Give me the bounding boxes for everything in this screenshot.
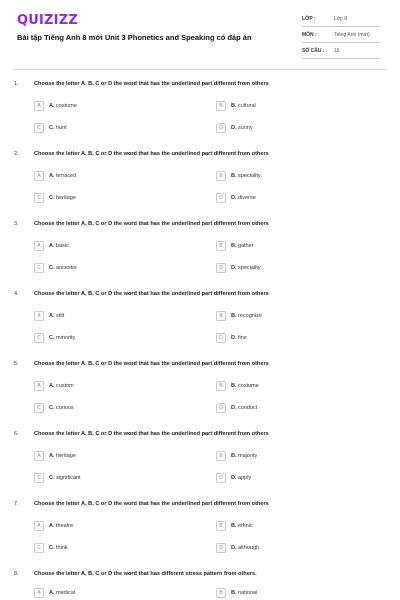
answer-option-c[interactable] [34,192,76,204]
option-word: majority [238,453,258,459]
option-text [231,335,247,341]
option-text [231,195,256,201]
answer-option-d[interactable] [216,332,247,344]
option-letter: B. [231,173,237,179]
option-badge[interactable]: D [216,263,226,273]
option-letter: D. [231,475,237,481]
page-title: Bài tập Tiếng Anh 8 mới Unit 3 Phonetics and Speaking có đáp án [17,33,252,42]
option-text [49,383,74,389]
option-badge[interactable]: B [216,241,226,251]
question-item [14,420,386,490]
answer-option-b[interactable] [216,450,257,462]
answer-option-a[interactable] [34,380,74,392]
option-letter: D. [231,265,237,271]
answer-option-b[interactable] [216,170,261,182]
answer-option-a[interactable] [34,450,76,462]
option-word: hunt [56,125,67,131]
answer-option-b[interactable] [216,520,253,532]
meta-key: MÔN : [302,32,317,38]
option-letter: A. [49,243,55,249]
option-word: recognize [238,313,262,319]
option-letter: A. [49,383,55,389]
answer-option-a[interactable] [34,520,73,532]
option-text [49,545,68,551]
option-badge[interactable]: A [34,311,44,321]
option-badge[interactable]: D [216,123,226,133]
option-text [49,523,73,529]
worksheet-header [14,0,386,70]
answer-option-b[interactable] [216,380,259,392]
answer-option-a[interactable] [34,100,77,112]
option-word: heritage [56,195,76,201]
option-word: significant [56,475,81,481]
option-letter: A. [49,173,55,179]
option-word: speciality [238,173,261,179]
option-word: cultural [238,103,256,109]
question-number: 3. [14,221,19,227]
meta-key: LỚP : [302,16,316,22]
question-number: 8. [14,571,19,577]
option-badge[interactable]: A [34,171,44,181]
question-text: Choose the letter A, B, C or D the word that has the underlined part different from others [34,81,269,87]
option-word: custom [56,383,74,389]
option-text [231,313,262,319]
option-text [231,475,251,481]
answer-option-b[interactable] [216,310,262,322]
option-word: medical [56,590,75,596]
answer-option-d[interactable] [216,472,251,484]
option-letter: C. [49,125,55,131]
answer-option-c[interactable] [34,472,81,484]
option-badge[interactable]: A [34,451,44,461]
option-badge[interactable]: B [216,101,226,111]
option-badge[interactable]: A [34,588,44,598]
meta-value: Tiếng Anh (mới) [334,32,370,38]
option-badge[interactable]: D [216,403,226,413]
meta-key: SỐ CÂU : [302,48,325,54]
meta-row-count [302,43,380,59]
option-word: heritage [56,453,76,459]
option-word: basic [56,243,69,249]
option-text [231,383,259,389]
option-badge[interactable]: D [216,543,226,553]
option-word: speciality [238,265,261,271]
question-text: Choose the letter A, B, C or D the word that has the underlined part different from others [34,221,269,227]
option-text [49,195,76,201]
answer-option-d[interactable] [216,192,256,204]
option-letter: C. [49,545,55,551]
option-text [49,173,76,179]
option-text [231,103,256,109]
answer-option-c[interactable] [34,402,74,414]
question-number: 2. [14,151,19,157]
option-word: although [238,545,260,551]
option-letter: B. [231,383,237,389]
answer-option-a[interactable] [34,310,64,322]
option-badge[interactable]: C [34,263,44,273]
option-letter: A. [49,313,55,319]
question-item [14,280,386,350]
question-number: 6. [14,431,19,437]
option-letter: C. [49,265,55,271]
option-text [231,243,254,249]
question-number: 7. [14,501,19,507]
option-word: gather [238,243,254,249]
option-text [49,590,75,596]
question-item [14,560,386,600]
option-text [49,453,76,459]
option-text [231,590,257,596]
answer-option-d[interactable] [216,542,259,554]
option-letter: B. [231,103,237,109]
option-text [231,523,253,529]
option-word: terraced [56,173,77,179]
answer-option-b[interactable] [216,587,257,599]
option-text [49,243,69,249]
option-text [49,405,74,411]
option-text [49,103,77,109]
option-badge[interactable]: A [34,381,44,391]
option-word: stilt [56,313,65,319]
option-letter: D. [231,195,237,201]
answer-option-c[interactable] [34,542,68,554]
option-text [49,335,75,341]
question-item [14,350,386,420]
option-letter: D. [231,545,237,551]
option-letter: A. [49,103,55,109]
option-word: think [56,545,68,551]
option-word: costume [238,383,259,389]
option-text [231,125,253,131]
option-badge[interactable]: C [34,123,44,133]
meta-row-subject [302,27,380,43]
option-letter: C. [49,195,55,201]
question-item [14,140,386,210]
option-text [231,405,257,411]
option-badge[interactable]: C [34,333,44,343]
option-letter: A. [49,590,55,596]
question-list [14,70,386,600]
answer-option-a[interactable] [34,170,76,182]
option-badge[interactable]: D [216,333,226,343]
option-text [49,125,67,131]
quizizz-logo: QUIZIZZ [17,13,78,28]
answer-option-a[interactable] [34,240,69,252]
option-text [49,475,81,481]
option-word: conduct [238,405,258,411]
option-text [49,313,64,319]
option-letter: D. [231,335,237,341]
option-word: ancestor [56,265,78,271]
question-text: Choose the letter A, B, C or D the word that has the underlined part different from others [34,361,269,367]
option-badge[interactable]: D [216,473,226,483]
option-badge[interactable]: C [34,403,44,413]
option-badge[interactable]: B [216,311,226,321]
question-number: 1. [14,81,19,87]
question-text: Choose the letter A, B, C or D the word that has the underlined part different from others [34,151,269,157]
option-badge[interactable]: A [34,521,44,531]
option-word: curious [56,405,74,411]
option-letter: B. [231,243,237,249]
answer-option-c[interactable] [34,262,77,274]
option-letter: B. [231,590,237,596]
question-number: 4. [14,291,19,297]
option-badge[interactable]: B [216,451,226,461]
option-word: costume [56,103,77,109]
meta-table [302,11,380,59]
option-letter: D. [231,405,237,411]
option-word: fine [238,335,247,341]
option-text [231,265,261,271]
option-word: apply [238,475,252,481]
answer-option-d[interactable] [216,402,257,414]
option-badge[interactable]: A [34,101,44,111]
option-text [231,545,259,551]
option-letter: B. [231,453,237,459]
option-badge[interactable]: A [34,241,44,251]
option-badge[interactable]: D [216,193,226,203]
question-text: Choose the letter A, B, C or D the word that has the underlined part different from others [34,501,269,507]
meta-value: Lớp 8 [334,16,348,22]
answer-option-c[interactable] [34,332,75,344]
option-badge[interactable]: B [216,381,226,391]
option-letter: D. [231,125,237,131]
option-badge[interactable]: C [34,193,44,203]
option-text [231,173,261,179]
option-word: national [238,590,258,596]
option-word: sunny [238,125,253,131]
question-text: Choose the letter A, B, C or D the word that has different stress pattern from others. [34,571,257,577]
option-letter: C. [49,405,55,411]
option-word: diverse [238,195,256,201]
question-number: 5. [14,361,19,367]
answer-option-c[interactable] [34,122,67,134]
answer-option-b[interactable] [216,240,254,252]
question-text: Choose the letter A, B, C or D the word that has the underlined part different from others [34,291,269,297]
option-badge[interactable]: B [216,521,226,531]
option-letter: B. [231,313,237,319]
question-text: Choose the letter A, B, C or D the word that has the underlined part different from others [34,431,269,437]
option-letter: C. [49,475,55,481]
option-badge[interactable]: C [34,543,44,553]
option-word: minority [56,335,76,341]
answer-option-b[interactable] [216,100,256,112]
option-letter: C. [49,335,55,341]
answer-option-a[interactable] [34,587,75,599]
option-letter: B. [231,523,237,529]
answer-option-d[interactable] [216,262,261,274]
question-item [14,490,386,560]
option-badge[interactable]: C [34,473,44,483]
option-text [49,265,77,271]
option-badge[interactable]: B [216,588,226,598]
answer-option-d[interactable] [216,122,253,134]
option-badge[interactable]: B [216,171,226,181]
option-letter: A. [49,453,55,459]
question-item [14,70,386,140]
option-word: theatre [56,523,74,529]
meta-row-class [302,11,380,27]
option-letter: A. [49,523,55,529]
question-item [14,210,386,280]
option-word: ethnic [238,523,253,529]
meta-value: 15 [334,48,340,54]
option-text [231,453,257,459]
